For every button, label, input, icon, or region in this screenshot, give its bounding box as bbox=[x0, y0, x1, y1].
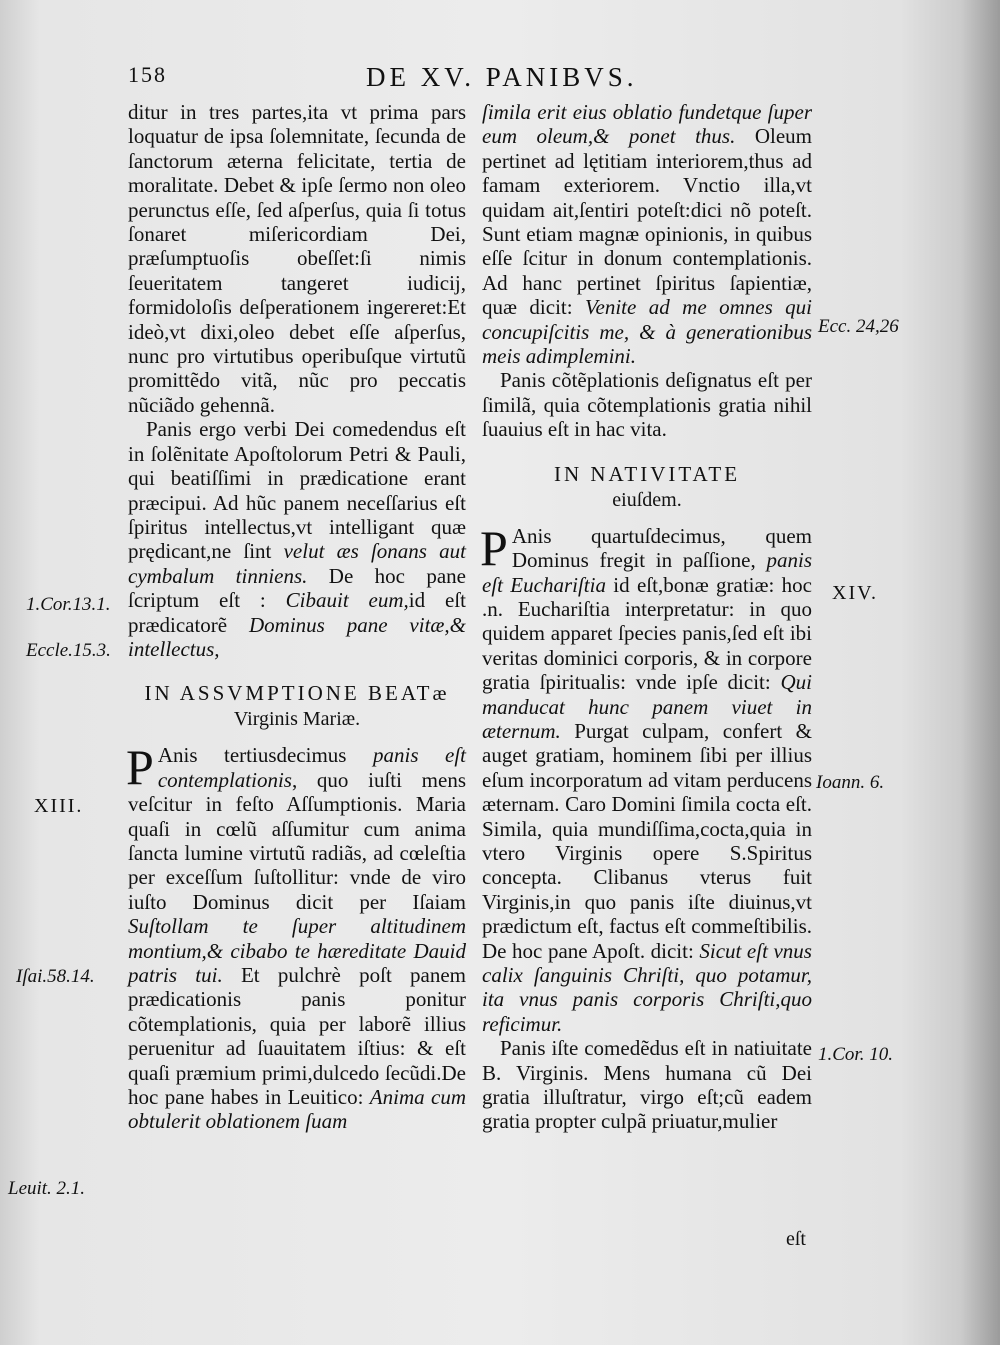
text-run: De hoc pane ſcriptum eſt : bbox=[128, 563, 466, 613]
scripture-quote: panis eſt Euchariſtia bbox=[482, 548, 812, 597]
scripture-quote: Anima cum obtulerit oblationem ſuam bbox=[128, 1085, 466, 1134]
paragraph bbox=[480, 519, 812, 1037]
text-run: , quo iuſti mens veſcitur in feſto Aſſumptionis. Maria quaſi in cœlũ aſſumitur cum anima ſancta lumine virtutũ radiãs, ad cœleſtia per exceſſum ſuſtollitur: vnde de viro iuſto Dominus dicit per Iſaiam bbox=[128, 767, 466, 914]
page-edge-shadow bbox=[960, 0, 1000, 1345]
text-run: id eſt prædicatorẽ bbox=[128, 588, 466, 637]
text-run: id eſt,bonæ gratiæ: hoc .n. Euchariſtia interpretatur: in quo quidem apparet ſpecies panis,ſed eſt ibi veritas dominici corporis, & in corpore gratia ſpiritualis: vnde ipſe dicit: bbox=[482, 572, 812, 695]
section-heading: IN NATIVITATE bbox=[553, 461, 741, 486]
section-numeral-xiii: XIII. bbox=[34, 795, 84, 817]
catchword: eſt bbox=[786, 1228, 806, 1250]
right-column bbox=[482, 100, 812, 1134]
section-subheading: eiuſdem. bbox=[612, 488, 682, 511]
scripture-quote: panis eſt contemplationis bbox=[157, 743, 466, 792]
margin-note-leuit: Leuit. 2.1. bbox=[8, 1178, 86, 1199]
paragraph: ditur in tres partes,ita vt prima pars loquatur de ipsa ſolemnitate, ſecunda de ſanctorum æterna felicitate, tertia de moralitate. Debet & ipſe ſermo non oleo perunctus eſſe, ſed aſperſus, quia ſi totus ſonaret miſericordiam Dei, præſumptuoſis obeſſet:ſi nimis ſeueritatem tangeret iudicij, formidoloſis deſperationem ingereret:Et ideò,vt dixi,oleo debet eſſe aſperſus, nunc pro virtutibus operibuſque virtutũ promittẽdo vitã, nũc pro peccatis nũciãdo gehennã. bbox=[128, 100, 466, 417]
running-title: DE XV. PANIBVS. bbox=[366, 62, 638, 92]
text-run: Et pulchrè poſt panem prædicationis panis ponitur cõtemplationis, quia per laborẽ illius peruenitur ad ſuauitatem iſtius: & eſt quaſi præmium primi,dulcedo ſecũdi.De hoc pane habes in Leuitico: bbox=[128, 963, 467, 1110]
page-number: 158 bbox=[128, 62, 167, 87]
margin-note-cor2: 1.Cor. 10. bbox=[818, 1044, 893, 1065]
running-header bbox=[128, 62, 828, 96]
section-numeral-xiv: XIV. bbox=[832, 582, 878, 604]
drop-cap: P bbox=[480, 519, 508, 576]
paragraph bbox=[482, 100, 812, 368]
margin-note-cor: 1.Cor.13.1. bbox=[26, 594, 111, 615]
margin-note-ecc: Ecc. 24,26 bbox=[818, 316, 899, 337]
scripture-quote: Suſtollam te ſuper altitudinem montium,& cibabo te hæreditate Dauid patris tui. bbox=[128, 914, 466, 987]
text-run: Anis tertiusdecimus bbox=[157, 743, 373, 768]
paragraph bbox=[128, 417, 466, 661]
left-column bbox=[128, 100, 466, 1134]
text-run: Anis quartuſdecimus, quem Dominus fregit in paſſione, bbox=[511, 523, 812, 573]
scripture-quote: Qui manducat hunc panem viuet in æternum. bbox=[482, 670, 812, 743]
scripture-quote: Cibauit eum, bbox=[285, 588, 409, 613]
scripture-quote: Venite ad me omnes qui concupiſcitis me, & à generationibus meis adimplemini. bbox=[482, 295, 812, 369]
scripture-quote: ſimila erit eius oblatio fundetque ſuper eum oleum,& ponet thus. bbox=[482, 100, 812, 149]
scripture-quote: Dominus pane vitæ,& intellectus, bbox=[128, 612, 466, 661]
paragraph: Panis iſte comedẽdus eſt in natiuitate B. Virginis. Mens humana cũ Dei gratia illuſtratur, virgo eſt;cũ eadem gratia propter culpã priuatur,mulier bbox=[482, 1036, 812, 1134]
section-heading: IN ASSVMPTIONE BEATæ bbox=[144, 681, 450, 706]
drop-cap: P bbox=[126, 739, 154, 796]
scripture-quote: Sicut eſt vnus calix ſanguinis Chriſti, quo potamur, ita vnus panis corporis Chriſti,quo reficimur. bbox=[482, 938, 812, 1036]
paragraph bbox=[126, 739, 467, 1134]
margin-note-ioann: Ioann. 6. bbox=[816, 772, 885, 793]
margin-note-isai: Iſai.58.14. bbox=[16, 966, 95, 987]
text-run: Panis ergo verbi Dei comedendus eſt in ſolẽnitate Apoſtolorum Petri & Pauli, qui beatiſſimi in prædicatione erant præcipui. Ad hũc panem neceſſarius eſt ſpiritus intellectus,vt intelligant quæ prędicant,ne ſint bbox=[128, 417, 466, 564]
scripture-quote: velut æs ſonans aut cymbalum tinniens. bbox=[128, 539, 466, 588]
paragraph: Panis cõtẽplationis deſignatus eſt per ſimilã, quia cõtemplationis gratia nihil ſuauius eſt in hac vita. bbox=[482, 368, 812, 442]
margin-note-eccle: Eccle.15.3. bbox=[26, 640, 111, 661]
text-run: Purgat culpam, confert & auget gratiam, hominem ſibi per illius eſum incorporatum ad vitam perducens æternam. Caro Domini ſimila cocta eſt. Simila, quia mundiſſima,cocta,quia in vtero Virginis opere S.Spiritus concepta. Clibanus vterus fuit Virginis,in quo panis iſte diuinus,vt prædictum eſt, factus eſt commeſtibilis. De hoc pane Apoſt. dicit: bbox=[482, 718, 812, 963]
section-subheading: Virginis Mariæ. bbox=[233, 708, 361, 731]
text-run: Oleum pertinet ad lętitiam interiorem,thus ad famam exteriorem. Vnctio illa,vt quidam ait,ſentiri poteſt:dici nõ poteſt. Sunt etiam magnæ opinionis, in quibus eſſe ſcitur in donum contemplationis. Ad hanc pertinet ſpiritus ſapientiæ, quæ dicit: bbox=[482, 124, 812, 320]
